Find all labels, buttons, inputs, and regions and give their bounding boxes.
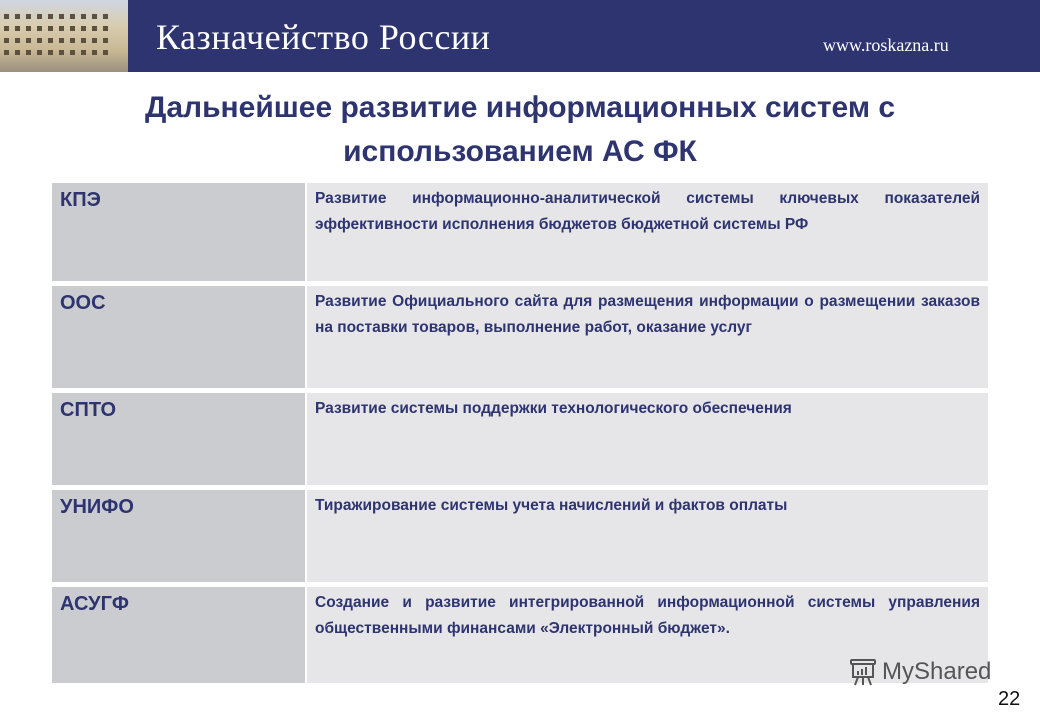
building-photo [0, 0, 128, 72]
presentation-chart-icon [848, 658, 878, 686]
table-row [52, 393, 988, 485]
system-abbr: АСУГФ [52, 587, 307, 683]
system-description: Создание и развитие интегрированной информационной системы управления общественными финансами «Электронный бюджет». [307, 587, 988, 683]
slide-title-line-2: использованием АС ФК [343, 135, 697, 168]
slide-title-line-1: Дальнейшее развитие информационных систем с [144, 91, 896, 124]
system-abbr: СПТО [52, 393, 307, 485]
header-banner [0, 0, 1040, 72]
system-description: Тиражирование системы учета начислений и фактов оплаты [307, 490, 988, 582]
table-row [52, 490, 988, 582]
table-row [52, 183, 988, 281]
system-description: Развитие Официального сайта для размещения информации о размещении заказов на поставки товаров, выполнение работ, оказание услуг [307, 286, 988, 388]
page-number: 22 [998, 688, 1021, 710]
system-abbr: УНИФО [52, 490, 307, 582]
system-abbr: КПЭ [52, 183, 307, 281]
watermark [848, 658, 991, 686]
table-row [52, 286, 988, 388]
system-description: Развитие информационно-аналитической системы ключевых показателей эффективности исполнения бюджетов бюджетной системы РФ [307, 183, 988, 281]
watermark-text: MyShared [882, 658, 992, 685]
brand-title: Казначейство России [156, 17, 491, 57]
system-abbr: ООС [52, 286, 307, 388]
systems-table [52, 183, 988, 688]
website-url: www.roskazna.ru [823, 35, 949, 55]
system-description: Развитие системы поддержки технологического обеспечения [307, 393, 988, 485]
slide-title [0, 86, 1040, 174]
